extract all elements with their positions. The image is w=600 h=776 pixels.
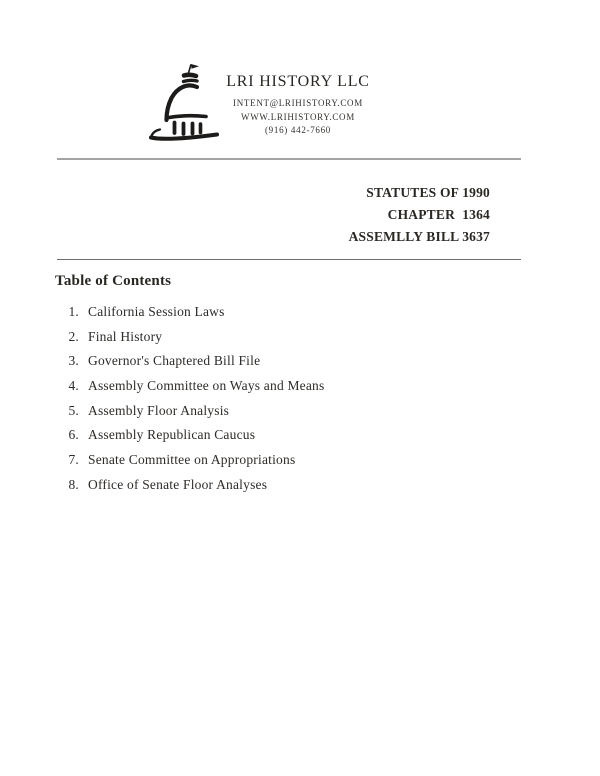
toc-item-label: Assembly Republican Caucus — [88, 427, 256, 443]
toc-item-label: Governor's Chaptered Bill File — [88, 353, 261, 369]
toc-item — [63, 477, 324, 502]
statute-reference — [0, 182, 490, 247]
toc-item-number: 6. — [68, 427, 79, 443]
toc-item — [63, 353, 324, 378]
company-name: LRI HISTORY LLC — [226, 73, 370, 90]
toc-item-label: Final History — [88, 328, 163, 344]
toc-item — [63, 403, 324, 428]
letterhead — [198, 73, 398, 138]
toc-item-number: 7. — [68, 452, 79, 468]
toc-item-number: 5. — [68, 402, 79, 418]
horizontal-rule-top — [57, 158, 521, 160]
toc-item-label: Senate Committee on Appropriations — [88, 452, 296, 468]
company-website: WWW.LRIHISTORY.COM — [241, 111, 355, 122]
toc-item — [63, 452, 324, 477]
toc-item — [63, 378, 324, 403]
toc-item-number: 8. — [68, 476, 79, 492]
toc-item-number: 2. — [68, 328, 79, 344]
toc-item-number: 1. — [68, 304, 79, 319]
company-phone: (916) 442-7660 — [264, 125, 332, 135]
toc-item-label: Office of Senate Floor Analyses — [88, 476, 268, 492]
toc-item — [63, 329, 324, 354]
toc-item-label: Assembly Committee on Ways and Means — [88, 378, 325, 394]
toc-item-number: 3. — [68, 353, 79, 369]
toc-item — [63, 427, 324, 452]
statutes-line: STATUTES OF 1990 — [366, 185, 490, 200]
toc-item-label: California Session Laws — [88, 304, 225, 319]
toc-item-label: Assembly Floor Analysis — [88, 402, 230, 418]
horizontal-rule-bottom — [57, 259, 521, 260]
toc-list — [63, 304, 324, 502]
toc-item-number: 4. — [68, 378, 79, 394]
assembly-bill-line: ASSEMLLY BILL 3637 — [348, 228, 490, 244]
toc-item — [63, 304, 324, 329]
chapter-line: CHAPTER 1364 — [387, 206, 490, 222]
company-email: INTENT@LRIHISTORY.COM — [233, 98, 363, 108]
toc-title: Table of Contents — [55, 273, 172, 289]
